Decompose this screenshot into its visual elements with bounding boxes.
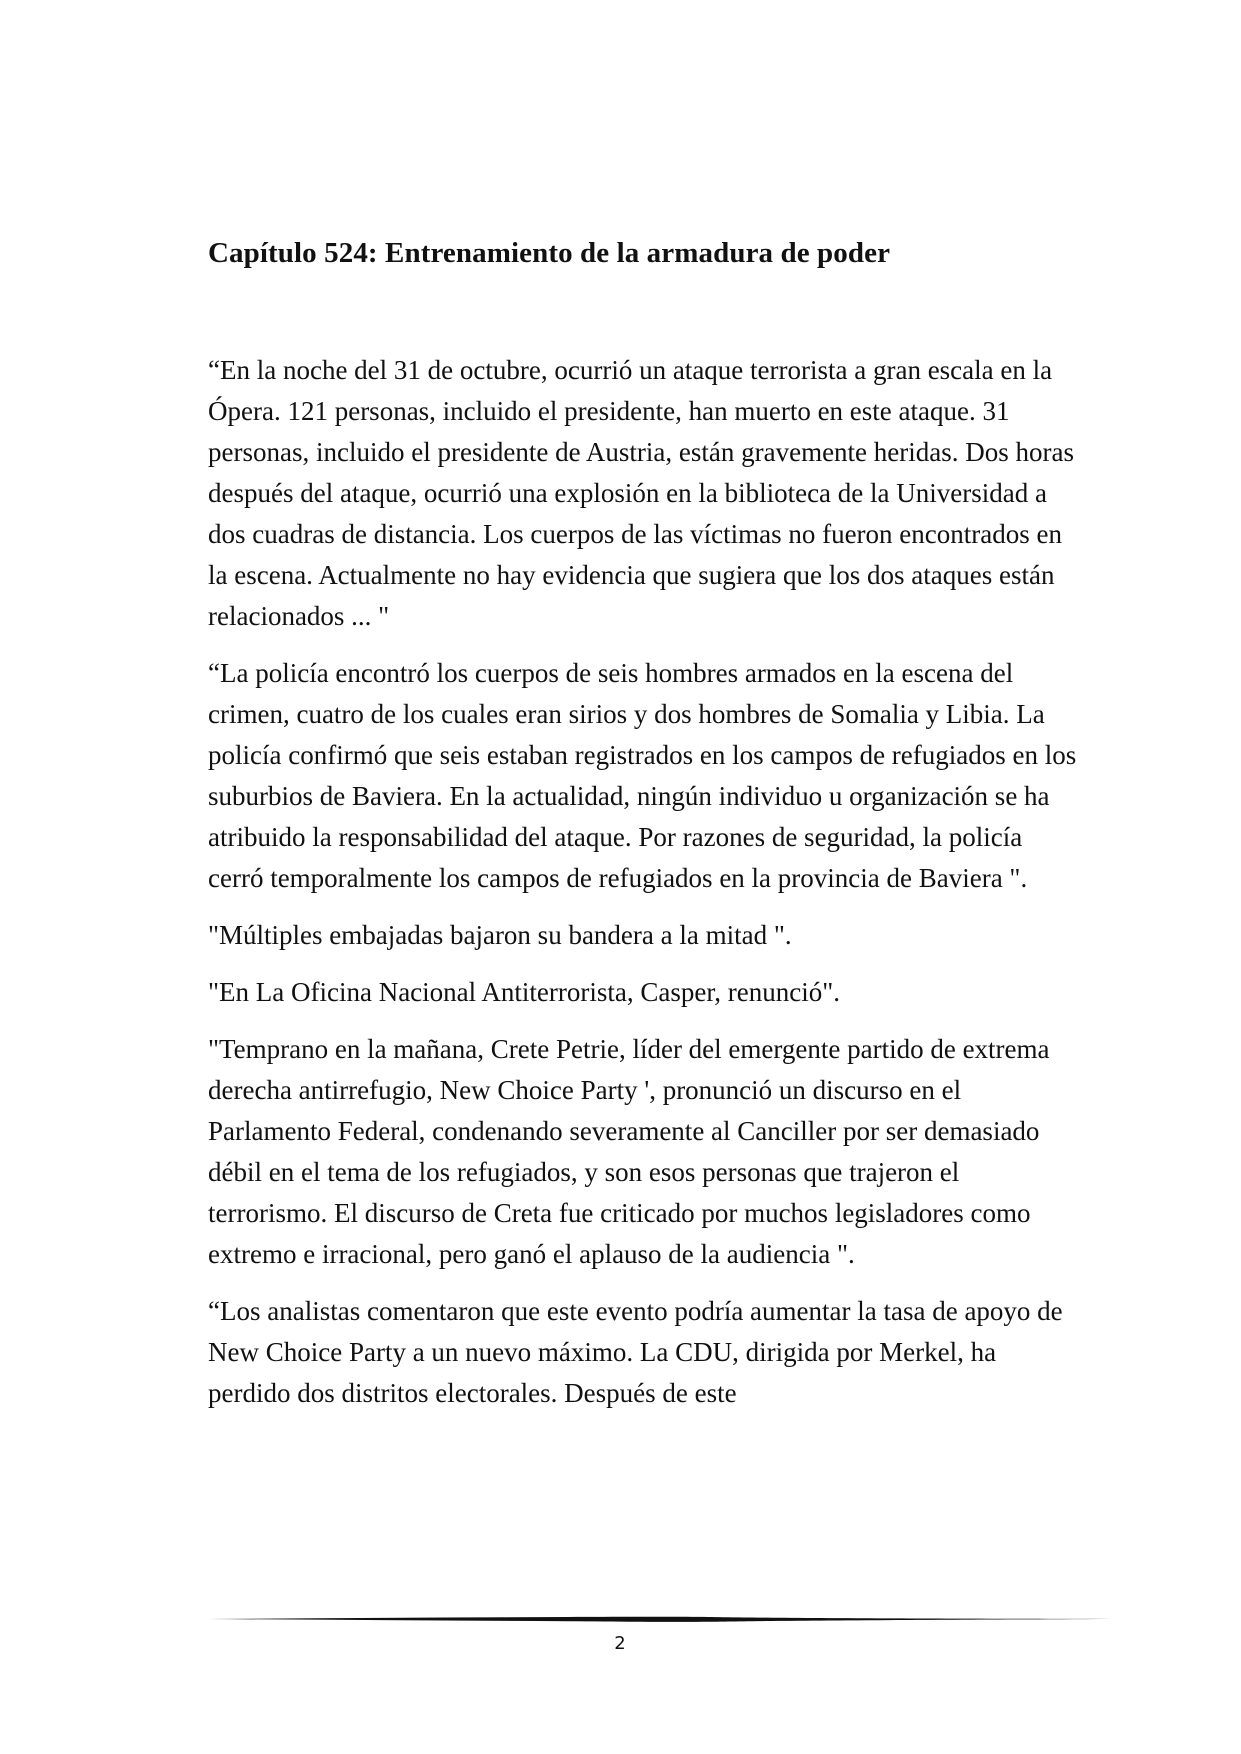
paragraph-1: “En la noche del 31 de octubre, ocurrió un ataque terrorista a gran escala en la Ópera. 121 personas, incluido el presidente, han muerto en este ataque. 31 personas, incluido el presidente de Austria, están gravemente heridas. Dos horas después del ataque, ocurrió una explosión en la biblioteca de la Universidad a dos cuadras de distancia. Los cuerpos de las víctimas no fueron encontrados en la escena. Actualmente no hay evidencia que sugiera que los dos ataques están relacionados ... " <box>208 355 1074 631</box>
page-number: 2 <box>614 1633 626 1654</box>
paragraph-3: "Múltiples embajadas bajaron su bandera a la mitad ". <box>208 920 792 950</box>
paragraph-5: "Temprano en la mañana, Crete Petrie, líder del emergente partido de extrema derecha antirrefugio, New Choice Party ', pronunció un discurso en el Parlamento Federal, condenando severamente al Canciller por ser demasiado débil en el tema de los refugiados, y son esos personas que trajeron el terrorismo. El discurso de Creta fue criticado por muchos legisladores como extremo e irracional, pero ganó el aplauso de la audiencia ". <box>208 1034 1050 1269</box>
paragraph-6: “Los analistas comentaron que este evento podría aumentar la tasa de apoyo de New Choice Party a un nuevo máximo. La CDU, dirigida por Merkel, ha perdido dos distritos electorales. Después de este <box>208 1296 1063 1408</box>
footer-rule <box>208 1613 1111 1625</box>
chapter-title: Capítulo 524: Entrenamiento de la armadura de poder <box>208 237 891 269</box>
paragraph-2: “La policía encontró los cuerpos de seis hombres armados en la escena del crimen, cuatro de los cuales eran sirios y dos hombres de Somalia y Libia. La policía confirmó que seis estaban registrados en los campos de refugiados en los suburbios de Baviera. En la actualidad, ningún individuo u organización se ha atribuido la responsabilidad del ataque. Por razones de seguridad, la policía cerró temporalmente los campos de refugiados en la provincia de Baviera ". <box>208 658 1077 893</box>
paragraph-4: "En La Oficina Nacional Antiterrorista, Casper, renunció". <box>208 977 840 1007</box>
body-text <box>208 350 1078 1430</box>
footer-rule-line <box>208 1617 1111 1622</box>
